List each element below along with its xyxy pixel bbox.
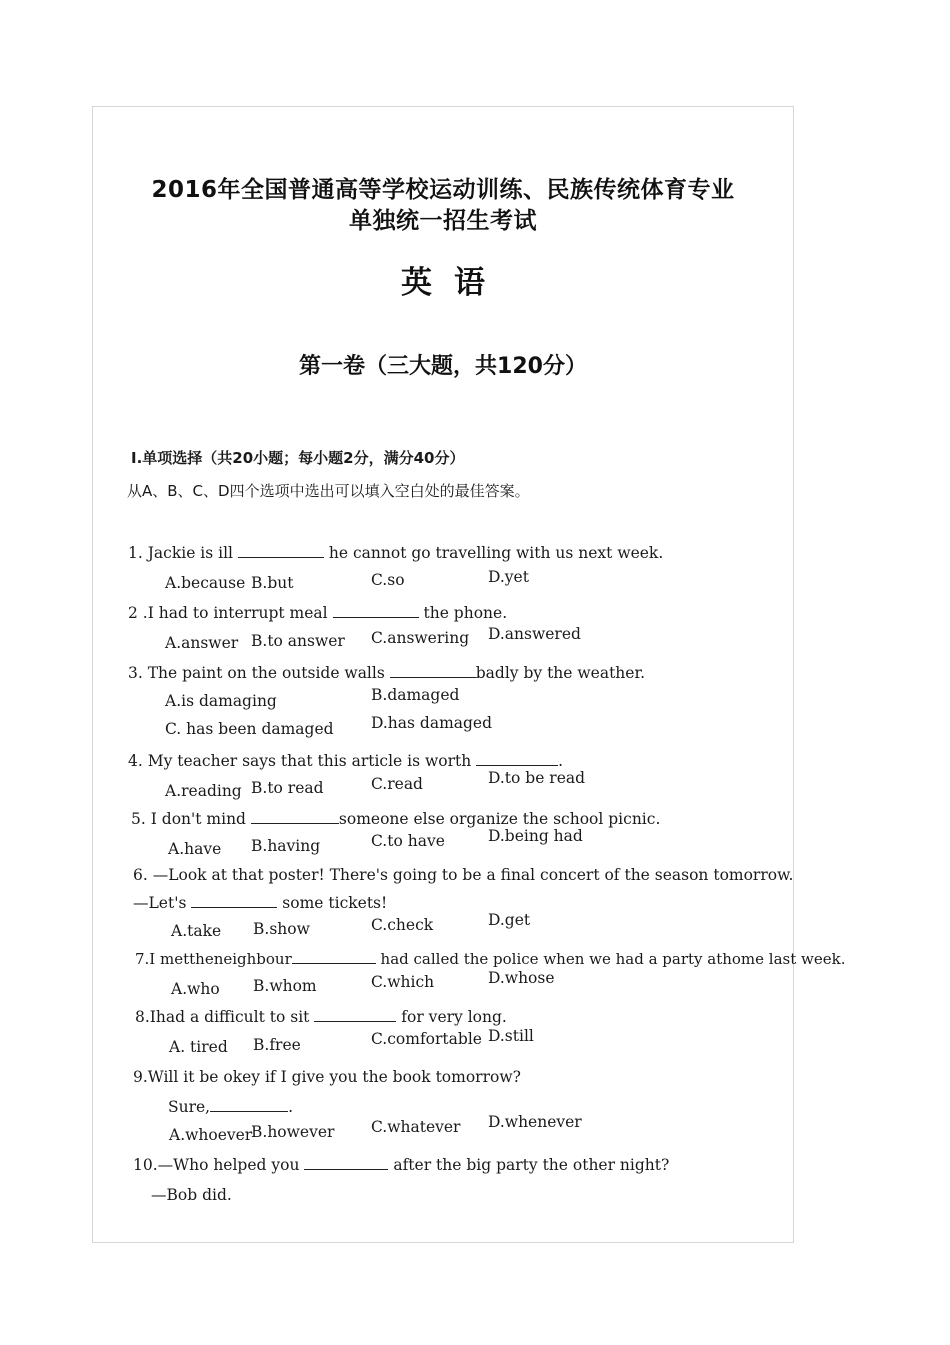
- question-10-reply: —Bob did.: [151, 1186, 232, 1204]
- stem-part: someone else organize the school picnic.: [338, 810, 661, 828]
- option-d: D.yet: [488, 568, 529, 586]
- stem-part: 2 .I had to interrupt meal: [128, 604, 328, 622]
- exam-title-line1: 2016年全国普通高等学校运动训练、民族传统体育专业: [151, 177, 735, 203]
- option-b: B.free: [253, 1036, 301, 1054]
- stem-part: 8.Ihad a difficult to sit: [135, 1008, 310, 1026]
- question-10-stem: [133, 1155, 669, 1175]
- option-a: A.is damaging: [165, 692, 277, 710]
- option-c: C.comfortable: [371, 1030, 482, 1048]
- stem-part: —Let's: [133, 894, 187, 912]
- option-d: D.get: [488, 911, 531, 929]
- option-b: B.to read: [251, 779, 324, 797]
- option-b: B.to answer: [251, 632, 345, 650]
- section-instruction: 从A、B、C、D四个选项中选出可以填入空白处的最佳答案。: [127, 482, 530, 500]
- stem-part: 1. Jackie is ill: [128, 544, 234, 562]
- option-c: C.so: [371, 571, 405, 589]
- answer-blank: [210, 1097, 288, 1112]
- answer-blank: [238, 543, 324, 558]
- question-6-stem: 6. —Look at that poster! There's going to be a final concert of the season tomorrow.: [133, 866, 794, 884]
- option-a: A.reading: [165, 782, 242, 800]
- stem-part: 5. I don't mind: [131, 810, 246, 828]
- stem-part: 7.I mettheneighbour: [135, 950, 292, 968]
- stem-part: .: [558, 752, 564, 770]
- question-3-stem: [128, 663, 645, 683]
- option-d: D.whenever: [488, 1113, 582, 1131]
- option-a: A.have: [168, 840, 222, 858]
- option-b: B.having: [251, 837, 321, 855]
- option-c: C.whatever: [371, 1118, 461, 1136]
- answer-blank: [251, 809, 339, 824]
- stem-part: Sure,: [168, 1098, 211, 1116]
- section-heading: Ⅰ.单项选择（共20小题；每小题2分，满分40分）: [131, 449, 465, 467]
- question-7-stem: [135, 949, 846, 969]
- question-9-stem: 9.Will it be okey if I give you the book tomorrow?: [133, 1068, 521, 1086]
- option-d: D.answered: [488, 625, 581, 643]
- option-a: A.whoever: [169, 1126, 253, 1144]
- stem-part: 4. My teacher says that this article is worth: [128, 752, 472, 770]
- option-b: B.damaged: [371, 686, 460, 704]
- question-1-stem: [128, 543, 663, 563]
- option-d: D.has damaged: [371, 714, 493, 732]
- option-c: C. has been damaged: [165, 720, 334, 738]
- stem-part: 10.—Who helped you: [133, 1156, 300, 1174]
- stem-part: 3. The paint on the outside walls: [128, 664, 385, 682]
- exam-paper: [92, 106, 846, 1243]
- stem-part: .: [288, 1098, 294, 1116]
- question-8-stem: [135, 1007, 507, 1027]
- stem-part: for very long.: [401, 1008, 507, 1026]
- option-c: C.read: [371, 775, 423, 793]
- option-a: A.take: [171, 922, 222, 940]
- volume-title: 第一卷（三大题，共120分）: [299, 354, 587, 379]
- answer-blank: [304, 1155, 388, 1170]
- option-c: C.answering: [371, 629, 470, 647]
- option-b: B.but: [251, 574, 294, 592]
- answer-blank: [390, 663, 476, 678]
- option-c: C.check: [371, 916, 434, 934]
- option-d: D.whose: [488, 969, 555, 987]
- stem-part: some tickets!: [282, 894, 388, 912]
- subject-title: 英语: [401, 265, 507, 301]
- option-a: A. tired: [169, 1038, 228, 1056]
- exam-title-line2: 单独统一招生考试: [349, 208, 537, 234]
- stem-part: the phone.: [423, 604, 508, 622]
- question-9-reply: [168, 1097, 293, 1117]
- option-d: D.being had: [488, 827, 583, 845]
- question-2-stem: [128, 603, 507, 623]
- answer-blank: [476, 751, 558, 766]
- stem-part: he cannot go travelling with us next week.: [328, 544, 664, 562]
- answer-blank: [292, 949, 376, 964]
- option-a: A.answer: [165, 634, 239, 652]
- answer-blank: [333, 603, 419, 618]
- option-d: D.to be read: [488, 769, 586, 787]
- option-a: A.who: [171, 980, 220, 998]
- option-d: D.still: [488, 1027, 534, 1045]
- question-6-reply: [133, 893, 387, 913]
- option-b: B.whom: [253, 977, 317, 995]
- option-b: B.show: [253, 920, 310, 938]
- stem-part: badly by the weather.: [475, 664, 646, 682]
- answer-blank: [314, 1007, 396, 1022]
- option-b: B.however: [251, 1123, 335, 1141]
- stem-part: had called the police when we had a party athome last week.: [380, 950, 846, 968]
- option-c: C.which: [371, 973, 435, 991]
- answer-blank: [191, 893, 277, 908]
- stem-part: after the big party the other night?: [393, 1156, 670, 1174]
- option-a: A.because: [165, 574, 246, 592]
- option-c: C.to have: [371, 832, 445, 850]
